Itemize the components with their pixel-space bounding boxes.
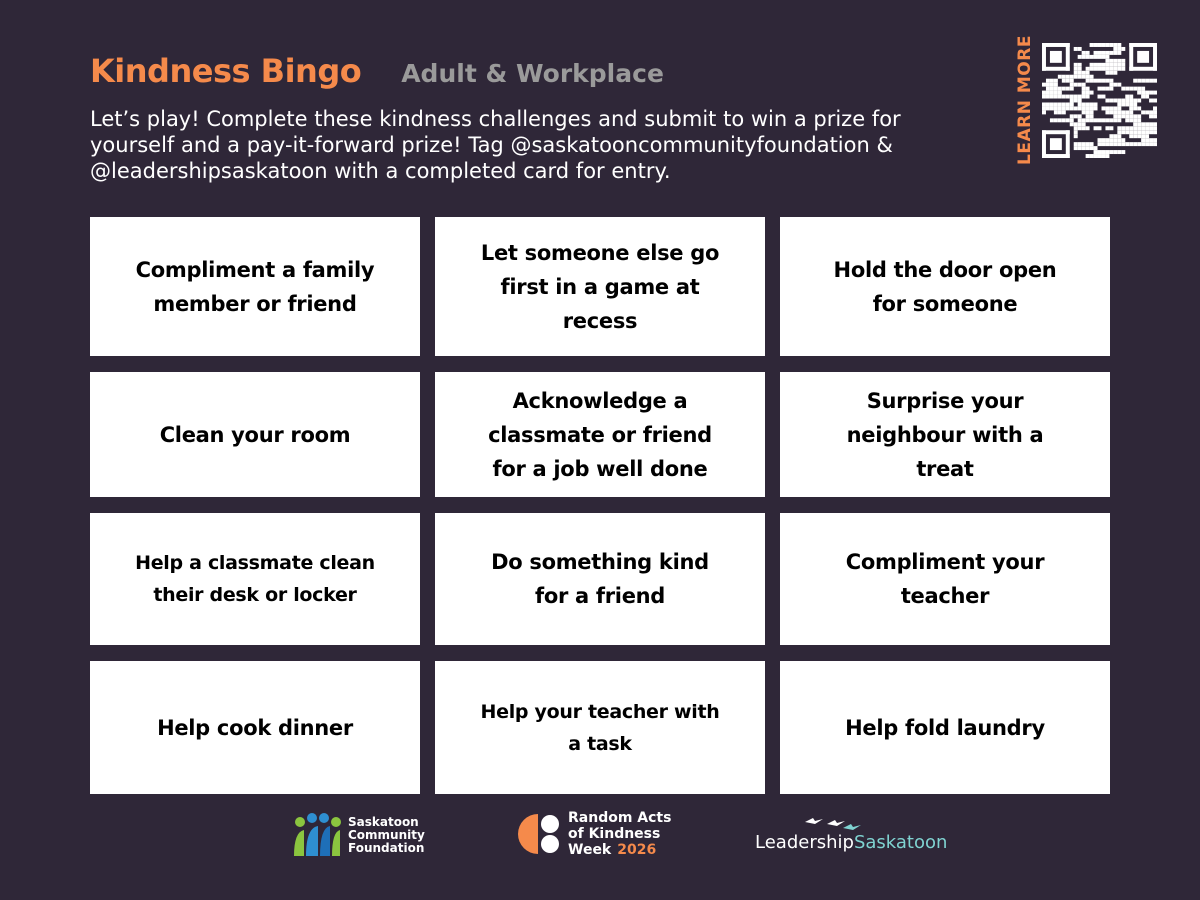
bingo-cell[interactable] bbox=[435, 372, 765, 497]
scf-line3: Foundation bbox=[348, 840, 425, 855]
rak-text bbox=[568, 810, 671, 858]
rak-line2: of Kindness bbox=[568, 826, 661, 842]
bingo-cell-text: Surprise your neighbour with a treat bbox=[846, 388, 1044, 481]
bingo-cell-text: Compliment your teacher bbox=[845, 550, 1045, 608]
rak-line1: Random Acts bbox=[568, 810, 672, 826]
scf-line2: Community bbox=[348, 827, 425, 842]
bingo-cell-text: Do something kind for a friend bbox=[491, 550, 709, 608]
bingo-cell-text: Hold the door open for someone bbox=[833, 257, 1057, 316]
title-row bbox=[90, 52, 664, 90]
footer bbox=[0, 808, 1200, 868]
scf-line1: Saskatoon bbox=[348, 814, 419, 829]
bingo-cell[interactable] bbox=[780, 217, 1110, 356]
bingo-cell[interactable] bbox=[90, 217, 420, 356]
page-subtitle: Adult & Workplace bbox=[401, 59, 664, 88]
bingo-grid bbox=[90, 217, 1110, 794]
bingo-cell-text: Clean your room bbox=[159, 422, 351, 447]
leadership-saskatoon-logo[interactable] bbox=[755, 814, 947, 853]
bingo-cell-text: Let someone else go first in a game at recess bbox=[480, 240, 720, 333]
learn-more-text: LEARN MORE bbox=[1015, 35, 1036, 165]
birds-icon bbox=[803, 814, 863, 832]
saskatoon-community-foundation-logo[interactable] bbox=[290, 812, 425, 858]
random-acts-of-kindness-logo[interactable] bbox=[516, 810, 671, 858]
bingo-cell-text: Compliment a family member or friend bbox=[135, 257, 375, 316]
scf-logo-icon bbox=[290, 812, 344, 858]
ls-text bbox=[755, 832, 947, 853]
qr-code-icon[interactable] bbox=[1042, 43, 1157, 158]
bingo-cell-text: Help fold laundry bbox=[845, 715, 1045, 740]
bingo-cell-text: Help a classmate clean their desk or locker bbox=[135, 552, 375, 606]
learn-more-label[interactable] bbox=[1003, 35, 1047, 165]
intro-text: Let’s play! Complete these kindness challenges and submit to win a prize for yourself and a pay-it-forward prize! Tag @saskatooncommunityfoundation & @leadershipsaskatoon with a completed card for entry. bbox=[90, 107, 901, 183]
header bbox=[90, 52, 664, 90]
bingo-cell[interactable] bbox=[90, 513, 420, 645]
bingo-cell[interactable] bbox=[780, 661, 1110, 794]
rak-year: 2026 bbox=[617, 842, 657, 858]
ls-part1: Leadership bbox=[755, 832, 854, 853]
page-title: Kindness Bingo bbox=[90, 52, 362, 90]
bingo-cell[interactable] bbox=[90, 372, 420, 497]
ls-wrap bbox=[755, 814, 947, 853]
bingo-cell-text: Help cook dinner bbox=[157, 715, 353, 740]
bingo-cell[interactable] bbox=[435, 217, 765, 356]
scf-text bbox=[348, 816, 425, 855]
bingo-cell-text: Help your teacher with a task bbox=[480, 700, 720, 755]
ls-part2: Saskatoon bbox=[853, 832, 948, 853]
bingo-cell-text: Acknowledge a classmate or friend for a job well done bbox=[488, 388, 712, 481]
bingo-cell[interactable] bbox=[90, 661, 420, 794]
bingo-cell[interactable] bbox=[780, 513, 1110, 645]
bingo-cell[interactable] bbox=[780, 372, 1110, 497]
bingo-cell[interactable] bbox=[435, 513, 765, 645]
rak-logo-icon bbox=[516, 811, 562, 857]
bingo-cell[interactable] bbox=[435, 661, 765, 794]
rak-line3: Week bbox=[568, 842, 612, 858]
